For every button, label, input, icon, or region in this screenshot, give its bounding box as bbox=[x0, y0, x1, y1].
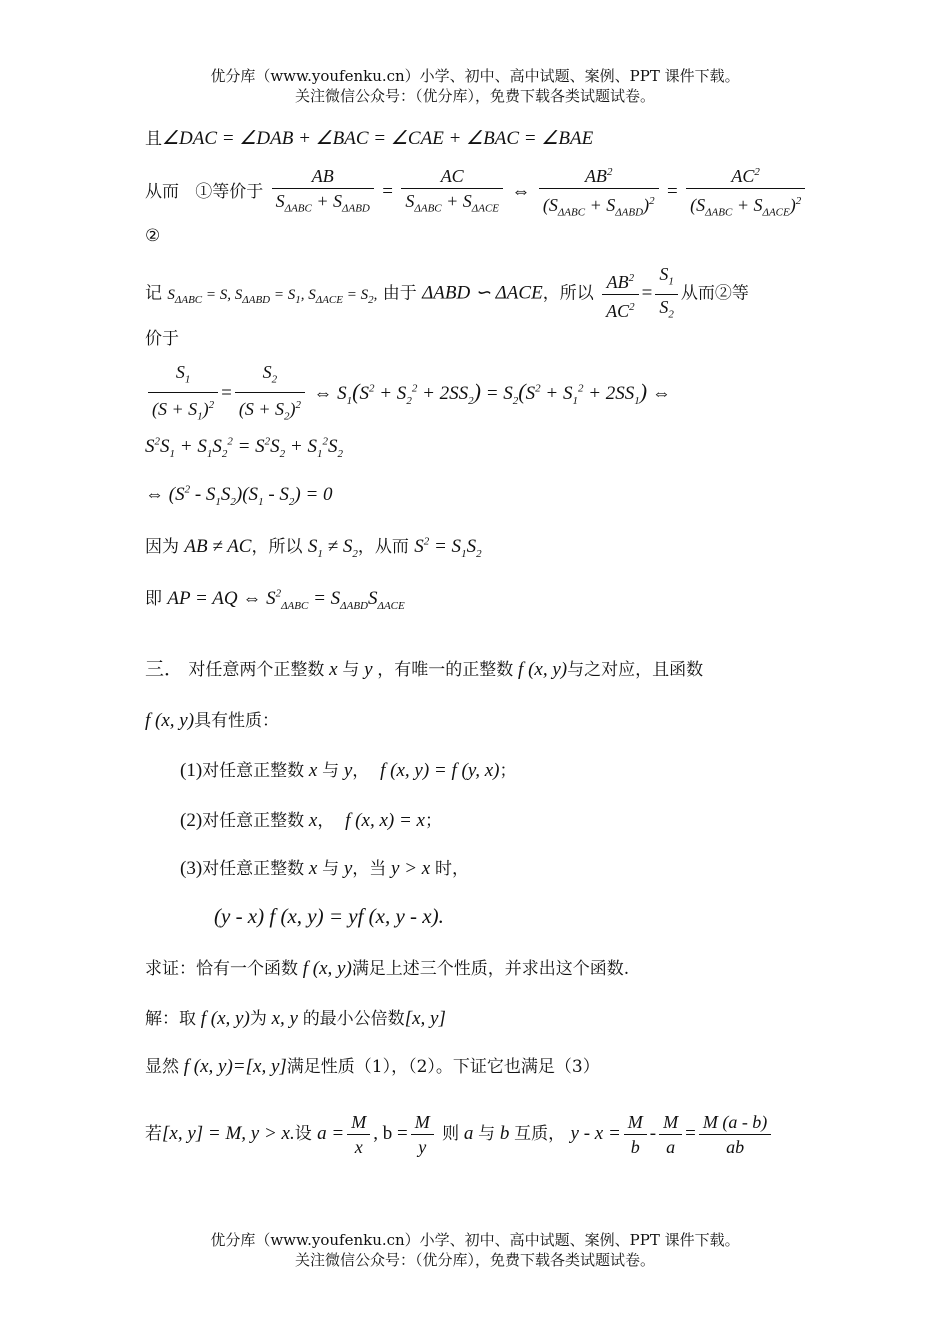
text-congeer: 从而 bbox=[145, 181, 179, 202]
prove-text-b: 满足上述三个性质，并求出这个函数. bbox=[351, 959, 630, 979]
expand-line: $S^2S_1 + S_1S_2^2 = S^2S_2 + S_1^2S_2$ bbox=[145, 436, 343, 461]
fraction-a: $\frac{M}{x}$ bbox=[347, 1110, 370, 1159]
if-text-b: 设 bbox=[294, 1124, 312, 1144]
sol-text-a: 解：取 bbox=[145, 1009, 196, 1029]
text-suoyi-2: ，所以 bbox=[251, 537, 303, 557]
p3-text-e: 具有性质： bbox=[194, 711, 280, 731]
problem-3-line-1: 三． 对任意两个正整数 x 与 y ，有唯一的正整数 f (x, y)与之对应，且函数 bbox=[145, 658, 704, 680]
if-text-c: 则 bbox=[442, 1124, 460, 1144]
c2-label: (2) bbox=[180, 810, 203, 831]
fraction-m-b: $\frac{M}{b}$ bbox=[624, 1110, 647, 1159]
if-text-a: 若 bbox=[145, 1124, 162, 1144]
c3-text-c: ，当 bbox=[352, 859, 387, 879]
problem-label: 三． bbox=[145, 658, 184, 680]
header-line-1: 优分库（www.youfenku.cn）小学、初中、高中试题、案例、PPT 课件下载。 bbox=[210, 67, 740, 85]
fraction-ac: $\frac{AC}{S_{\Delta ABC} + S_{\Delta ACE}}$ bbox=[401, 164, 503, 221]
p3-text-d: 与之对应，且函数 bbox=[567, 660, 704, 680]
if-text-e: 互质， bbox=[514, 1124, 566, 1144]
c3-text-a: 对任意正整数 bbox=[202, 859, 305, 879]
conclusion-line: 即 AP = AQ ⇔ $S^2_{\Delta ABC} = S_{\Delta ABD}S_{\Delta ACE}$ bbox=[145, 587, 405, 612]
equiv-line bbox=[145, 324, 825, 349]
footer-line-1: 优分库（www.youfenku.cn）小学、初中、高中试题、案例、PPT 课件下载。 bbox=[210, 1231, 740, 1249]
sol-text-b: 为 bbox=[249, 1009, 267, 1029]
circle-two: ② bbox=[145, 226, 161, 246]
c3-label: (3) bbox=[180, 858, 203, 879]
prove-text-a: 求证：恰有一个函数 bbox=[145, 959, 298, 979]
factor-line: ⇔ $(S^2 - S_1S_2)(S_1 - S_2) = 0$ bbox=[145, 484, 333, 509]
obv-text-a: 显然 bbox=[145, 1057, 179, 1077]
notation-line: 记 $S_{\Delta ABC} = S$, $S_{\Delta ABD} = S_1$, $S_{\Delta ACE} = S_2$, 由于 ΔABD ∽ ΔACE，所以 $\frac{AB^2}{AC^2}$ = $\frac{S_1}{S_2}$ 从而②等 bbox=[145, 262, 825, 326]
prove-line: 求证：恰有一个函数 f (x, y)满足上述三个性质，并求出这个函数. bbox=[145, 958, 630, 979]
fraction-ab-sq: $\frac{AB^2}{(S_{\Delta ABC} + S_{\Delta ABD})^2}$ bbox=[539, 160, 659, 225]
condition-3-formula: (y - x) f (x, y) = yf (x, y - x). bbox=[214, 904, 444, 928]
c1-text-a: 对任意正整数 bbox=[202, 761, 305, 781]
text-youyu: 由于 bbox=[382, 283, 417, 304]
text-congeer-2: 从而②等 bbox=[680, 283, 749, 304]
fraction-m-ab: $\frac{M (a - b)}{ab}$ bbox=[699, 1110, 771, 1159]
fraction-ac-sq: $\frac{AC^2}{(S_{\Delta ABC} + S_{\Delta ACE})^2}$ bbox=[686, 160, 805, 225]
condition-2: (2)对任意正整数 x， f (x, x) = x； bbox=[180, 810, 442, 831]
text-jiayu: 价于 bbox=[145, 329, 179, 349]
fraction-ratio: $\frac{AB^2}{AC^2}$ bbox=[602, 266, 639, 323]
condition-1: (1)对任意正整数 x 与 y， f (x, y) = f (y, x)； bbox=[180, 760, 517, 781]
c2-text-a: 对任意正整数 bbox=[202, 811, 305, 831]
p3-text-b: 与 bbox=[342, 660, 360, 680]
p3-text-c: ，有唯一的正整数 bbox=[377, 660, 514, 680]
p3-text-a: 对任意两个正整数 bbox=[188, 660, 325, 680]
equivalence-line: 从而 ①等价于 $\frac{AB}{S_{\Delta ABC} + S_{\Delta ABD}}$ = $\frac{AC}{S_{\Delta ABC} + S_{\Delta ACE}}$ ⇔ $\frac{AB^2}{(S_{\Delta ABC} + S_{\Delta ABD})^2}$ = $\frac{AC^2}{(S_{\Delta ABC} + S_{\Delta ACE})^2}$ bbox=[145, 160, 825, 225]
obv-text-b: 满足性质（1），（2）。下证它也满足（3） bbox=[286, 1057, 600, 1077]
c1-text-b: 与 bbox=[322, 761, 340, 781]
fraction-ab: $\frac{AB}{S_{\Delta ABC} + S_{\Delta ABD}}$ bbox=[272, 164, 374, 221]
sol-text-c: 的最小公倍数 bbox=[302, 1009, 405, 1029]
fraction-m-a: $\frac{M}{a}$ bbox=[659, 1110, 682, 1159]
text-yinwei: 因为 bbox=[145, 537, 179, 557]
fraction-s2-over: $\frac{S_2}{(S + S_2)^2}$ bbox=[235, 360, 305, 428]
because-line: 因为 AB ≠ AC，所以 $S_1 \ne S_2$，从而 $S^2 = S_1S_2$ bbox=[145, 535, 482, 560]
text-ji-2: 即 bbox=[145, 589, 162, 609]
angle-equation-line bbox=[145, 124, 825, 150]
text-suoyi: ，所以 bbox=[542, 283, 594, 304]
angle-formula: ∠DAC = ∠DAB + ∠BAC = ∠CAE + ∠BAC = ∠BAE bbox=[162, 128, 594, 149]
obvious-line: 显然 f (x, y)=[x, y]满足性质（1），（2）。下证它也满足（3） bbox=[145, 1056, 600, 1077]
fraction-b: $\frac{M}{y}$ bbox=[411, 1110, 434, 1159]
c1-label: (1) bbox=[180, 760, 203, 781]
fraction-s1-over: $\frac{S_1}{(S + S_1)^2}$ bbox=[148, 360, 218, 428]
text-equiv-1: ①等价于 bbox=[195, 181, 264, 202]
text-congeer-3: ，从而 bbox=[357, 537, 409, 557]
condition-3: (3)对任意正整数 x 与 y，当 y > x 时， bbox=[180, 858, 469, 879]
text-qie: 且 bbox=[145, 129, 162, 149]
if-line: 若[x, y] = M, y > x.设 a = $\frac{M}{x}$ , b = $\frac{M}{y}$ 则 a 与 b 互质， y - x = $\frac{M}{b}$ - $\frac{M}{a}$ = $\frac{M (a - b)}{ab}$ bbox=[145, 1110, 825, 1159]
s-fraction-line: $\frac{S_1}{(S + S_1)^2}$ = $\frac{S_2}{(S + S_2)^2}$ ⇔ $S_1(S^2 + S_2^2 + 2SS_2) = S_2(S^2 + S_1^2 + 2SS_1)$ ⇔ bbox=[145, 360, 825, 428]
text-ji: 记 bbox=[145, 283, 162, 304]
problem-3-line-2: f (x, y)具有性质： bbox=[145, 710, 280, 731]
c3-text-d: 时， bbox=[434, 859, 469, 879]
c3-text-b: 与 bbox=[322, 859, 340, 879]
solution-line: 解：取 f (x, y)为 x, y 的最小公倍数[x, y] bbox=[145, 1008, 446, 1029]
footer-line-2: 关注微信公众号：（优分库），免费下载各类试题试卷。 bbox=[294, 1251, 655, 1269]
fraction-s1s2: $\frac{S_1}{S_2}$ bbox=[655, 262, 678, 326]
header-line-2: 关注微信公众号：（优分库），免费下载各类试题试卷。 bbox=[294, 87, 655, 105]
circle-two-line bbox=[145, 226, 825, 246]
if-text-d: 与 bbox=[478, 1124, 496, 1144]
